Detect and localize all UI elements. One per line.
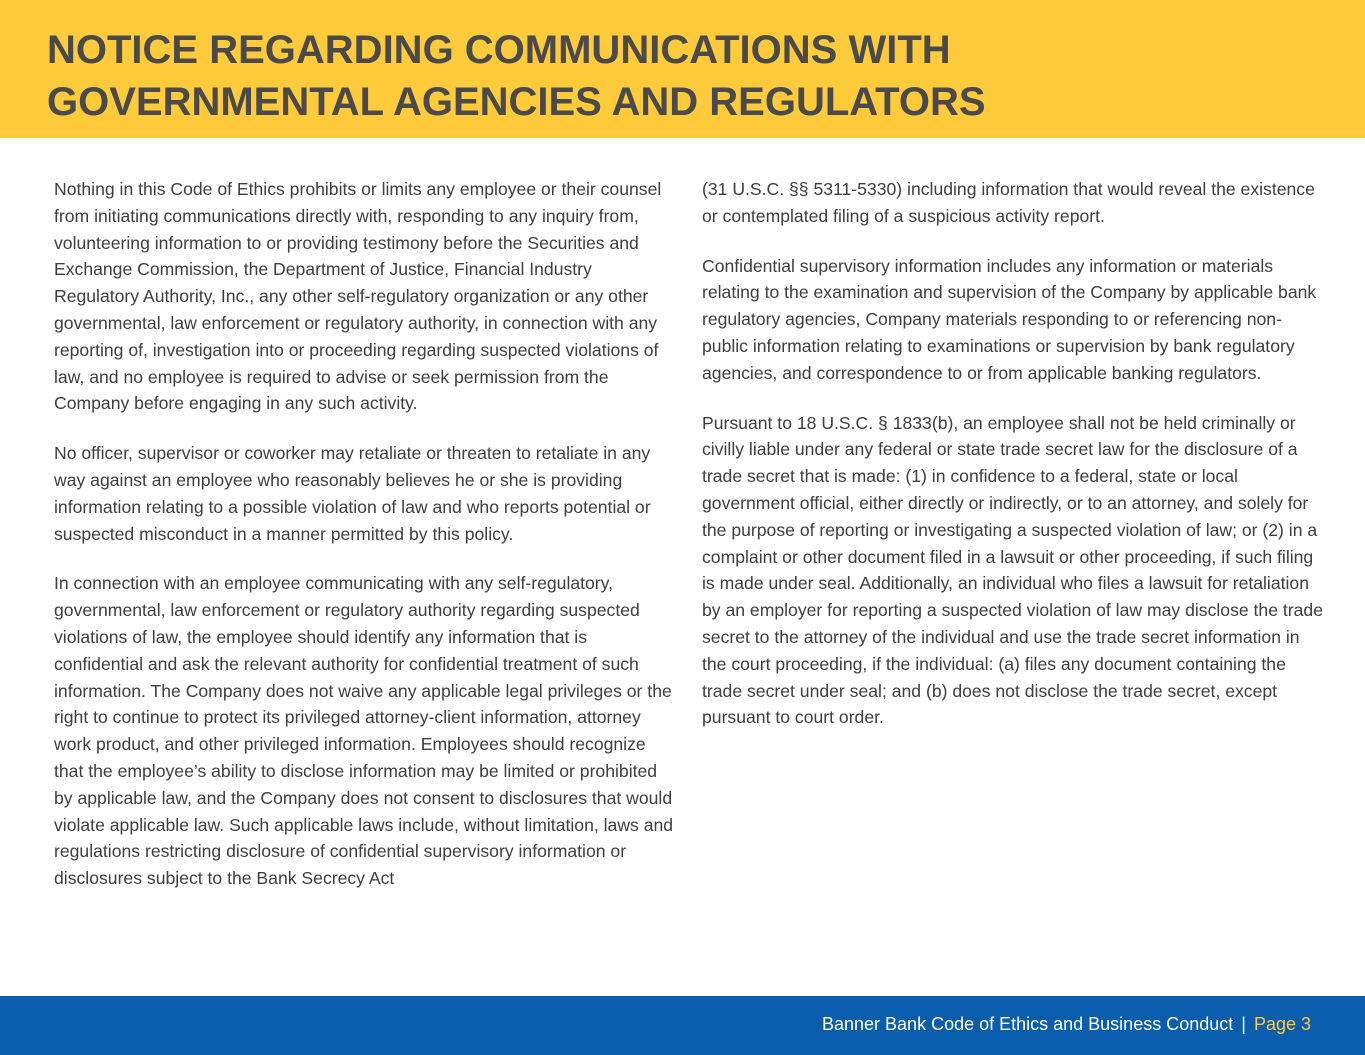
- footer-text: [822, 1012, 1311, 1036]
- page-title-line-2: GOVERNMENTAL AGENCIES AND REGULATORS: [47, 80, 986, 124]
- footer-document-title: Banner Bank Code of Ethics and Business Conduct: [822, 1014, 1234, 1034]
- header-banner: [0, 0, 1365, 138]
- page-title-line-1: NOTICE REGARDING COMMUNICATIONS WITH: [47, 28, 951, 72]
- footer-separator: |: [1241, 1014, 1246, 1034]
- right-column: [702, 176, 1326, 754]
- footer-page-number: Page 3: [1253, 1014, 1311, 1034]
- paragraph-trade-secret-immunity: Pursuant to 18 U.S.C. § 1833(b), an employee shall not be held criminally or civilly liable under any federal or state trade secret law for the disclosure of a trade secret that is made: (1) in confidence to a federal, state or local government official, either directly or indirectly, or to an attorney, and solely for the purpose of reporting or investigating a suspected violation of law; or (2) in a complaint or other document filed in a lawsuit or other proceeding, if such filing is made under seal. Additionally, an individual who files a lawsuit for retaliation by an employer for reporting a suspected violation of law may disclose the trade secret to the attorney of the individual and use the trade secret information in the court proceeding, if the individual: (a) files any document containing the trade secret under seal; and (b) does not disclose the trade secret, except pursuant to court order.: [702, 412, 1323, 728]
- left-column: [54, 176, 674, 915]
- page-title: [47, 24, 986, 128]
- paragraph-communications-not-prohibited: Nothing in this Code of Ethics prohibits or limits any employee or their counsel from initiating communications directly with, responding to any inquiry from, volunteering information to or providing testimony before the Securities and Exchange Commission, the Department of Justice, Financial Industry Regulatory Authority, Inc., any other self-regulatory organization or any other governmental, law enforcement or regulatory authority, in connection with any reporting of, investigation into or proceeding regarding suspected violations of law, and no employee is required to advise or seek permission from the Company before engaging in any such activity.: [54, 179, 662, 414]
- paragraph-confidential-supervisory-information: Confidential supervisory information includes any information or materials relating to the examination and supervision of the Company by applicable bank regulatory agencies, Company materials responding to or referencing non-public information relating to examinations or supervision by bank regulatory agencies, and correspondence to or from applicable banking regulators.: [702, 255, 1317, 383]
- footer-bar: [0, 996, 1365, 1055]
- paragraph-confidential-information: In connection with an employee communicating with any self-regulatory, governmental, law enforcement or regulatory authority regarding suspected violations of law, the employee should identify any information that is confidential and ask the relevant authority for confidential treatment of such information. The Company does not waive any applicable legal privileges or the right to continue to protect its privileged attorney-client information, attorney work product, and other privileged information. Employees should recognize that the employee’s ability to disclose information may be limited or prohibited by applicable law, and the Company does not consent to disclosures that would violate applicable law. Such applicable laws include, without limitation, laws and regulations restricting disclosure of confidential supervisory information or disclosures subject to the Bank Secrecy Act: [54, 573, 674, 889]
- paragraph-bank-secrecy-act: (31 U.S.C. §§ 5311-5330) including information that would reveal the existence or contemplated filing of a suspicious activity report.: [702, 179, 1315, 226]
- paragraph-no-retaliation: No officer, supervisor or coworker may retaliate or threaten to retaliate in any way against an employee who reasonably believes he or she is providing information relating to a possible violation of law and who reports potential or suspected misconduct in a manner permitted by this policy.: [54, 443, 651, 544]
